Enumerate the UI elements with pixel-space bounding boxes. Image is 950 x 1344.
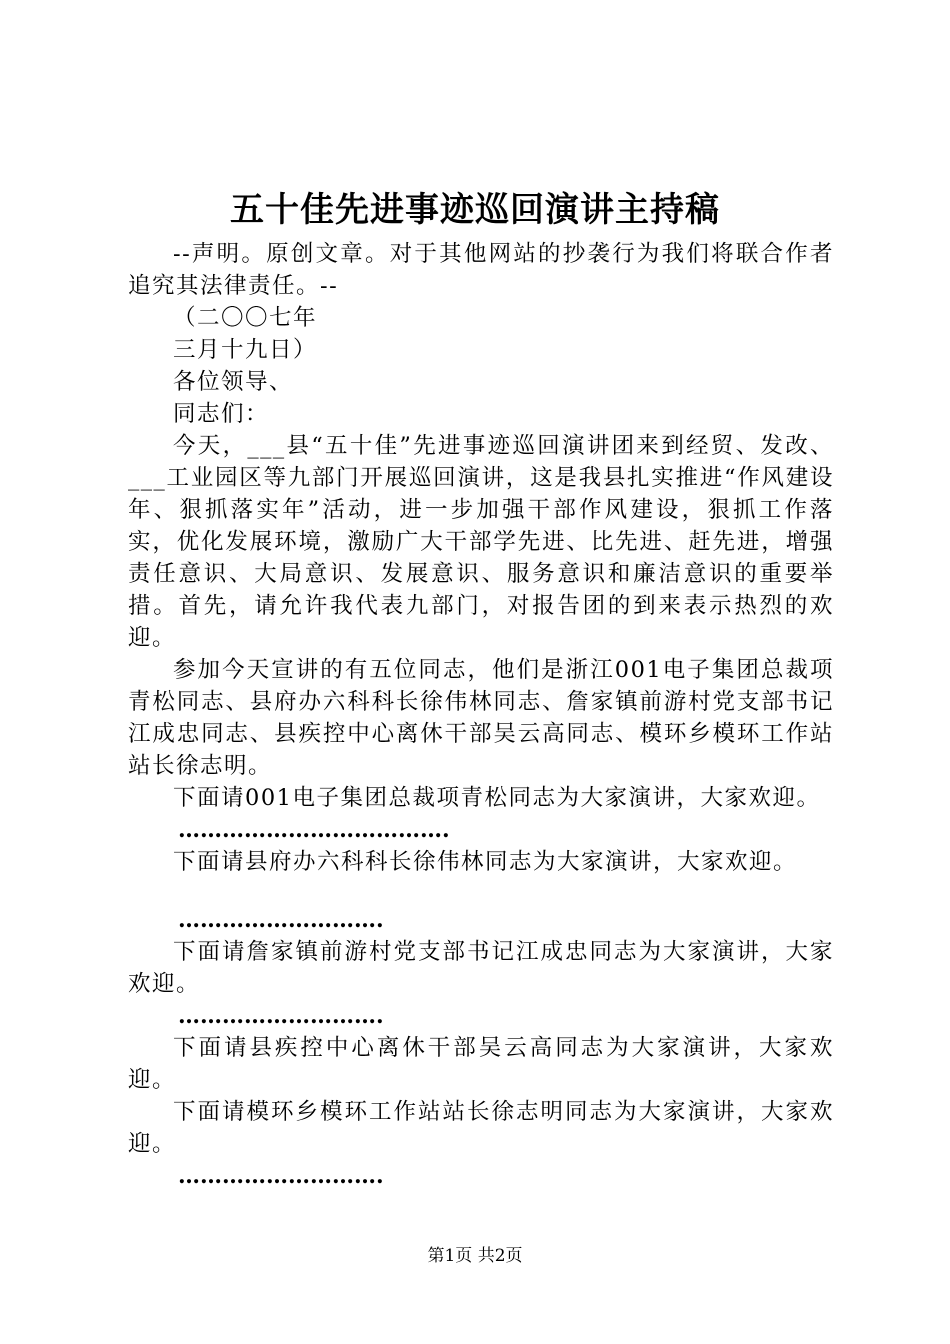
speaker-intro-3: 下面请詹家镇前游村党支部书记江成忠同志为大家演讲，大家欢迎。 bbox=[128, 939, 834, 997]
spacer bbox=[128, 878, 834, 904]
opening-paragraph: 今天，___县“五十佳”先进事迹巡回演讲团来到经贸、发改、___工业园区等九部门开展巡回演讲，这是我县扎实推进“作风建设年、狠抓落实年”活动，进一步加强干部作风建设，狠抓工作落实，优化发展环境，激励广大干部学先进、比先进、赶先进，增强责任意识、大局意识、发展意识、服务意识和廉洁意识的重要举措。首先，请允许我代表九部门，对报告团的到来表示热烈的欢迎。 bbox=[128, 433, 834, 651]
date-line-day: 三月十九日） bbox=[173, 337, 318, 363]
speaker-intro-1: 下面请001电子集团总裁项青松同志为大家演讲，大家欢迎。 bbox=[173, 785, 821, 811]
document-title: 五十佳先进事迹巡回演讲主持稿 bbox=[230, 190, 720, 230]
ellipsis-divider: ………………………………. bbox=[178, 817, 450, 843]
ellipsis-divider: ………………………. bbox=[178, 907, 384, 933]
speaker-intro-2: 下面请县府办六科科长徐伟林同志为大家演讲，大家欢迎。 bbox=[173, 849, 798, 875]
copyright-notice: --声明。原创文章。对于其他网站的抄袭行为我们将联合作者追究其法律责任。-- bbox=[128, 241, 834, 299]
page-number: 第1页 共2页 bbox=[427, 1246, 523, 1266]
ellipsis-divider: ………………………. bbox=[178, 1163, 384, 1189]
date-line-year: （二〇〇七年 bbox=[173, 305, 318, 331]
document-body bbox=[128, 238, 834, 1192]
speaker-intro-4: 下面请县疾控中心离休干部吴云高同志为大家演讲，大家欢迎。 bbox=[128, 1035, 834, 1093]
speakers-introduction: 参加今天宣讲的有五位同志，他们是浙江001电子集团总裁项青松同志、县府办六科科长徐伟林同志、詹家镇前游村党支部书记江成忠同志、县疾控中心离休干部吴云高同志、模环乡模环工作站站长徐志明。 bbox=[128, 657, 834, 779]
speaker-intro-5: 下面请模环乡模环工作站站长徐志明同志为大家演讲，大家欢迎。 bbox=[128, 1099, 834, 1157]
salutation-leaders: 各位领导、 bbox=[173, 369, 294, 395]
salutation-comrades: 同志们： bbox=[173, 401, 270, 427]
ellipsis-divider: ………………………. bbox=[178, 1003, 384, 1029]
